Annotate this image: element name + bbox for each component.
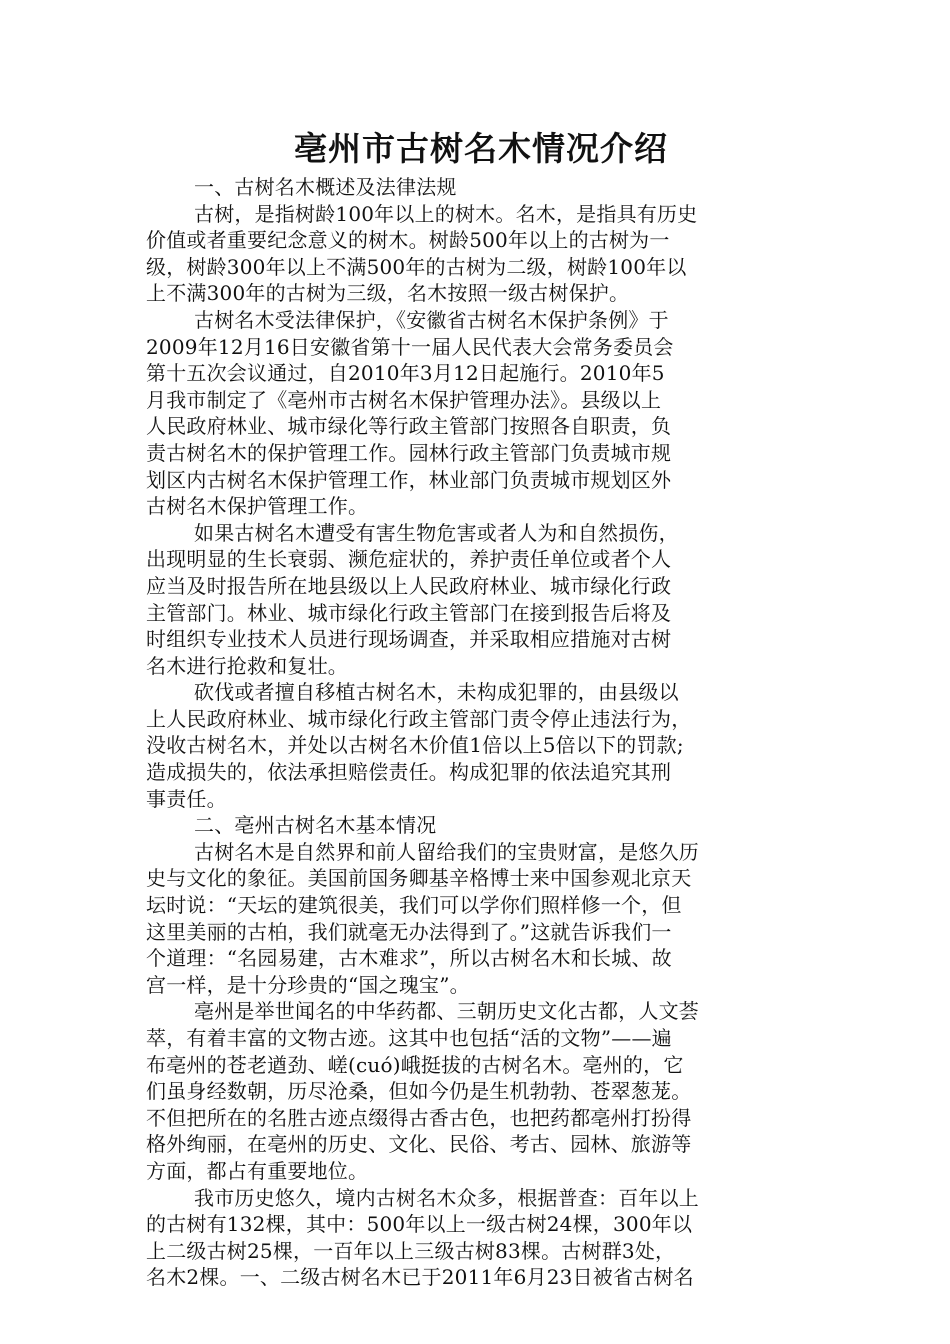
- body-line: 应当及时报告所在地县级以上人民政府林业、城市绿化行政: [146, 573, 672, 598]
- body-line: 布亳州的苍老遒劲、嵯(cuó)峨挺拔的古树名木。亳州的，它: [146, 1052, 684, 1077]
- body-line: 史与文化的象征。美国前国务卿基辛格博士来中国参观北京天: [146, 866, 692, 891]
- body-line: 坛时说：“天坛的建筑很美，我们可以学你们照样修一个，但: [146, 893, 682, 918]
- document-title: 亳州市古树名木情况介绍: [294, 129, 668, 168]
- body-line: 事责任。: [146, 786, 227, 811]
- body-line: 没收古树名木，并处以古树名木价值1倍以上5倍以下的罚款;: [146, 733, 684, 758]
- body-line: 划区内古树名木保护管理工作，林业部门负责城市规划区外: [146, 467, 672, 492]
- body-line: 古树，是指树龄100年以上的树木。名木，是指具有历史: [194, 201, 698, 226]
- body-line: 责古树名木的保护管理工作。园林行政主管部门负责城市规: [146, 440, 672, 465]
- body-line: 不但把所在的名胜古迹点缀得古香古色，也把药都亳州打扮得: [146, 1105, 692, 1130]
- body-line: 二、亳州古树名木基本情况: [194, 813, 437, 838]
- body-line: 古树名木保护管理工作。: [146, 494, 369, 519]
- body-line: 如果古树名木遭受有害生物危害或者人为和自然损伤，: [194, 520, 679, 545]
- body-line: 级，树龄300年以上不满500年的古树为二级，树龄100年以: [146, 254, 687, 279]
- body-line: 古树名木受法律保护，《安徽省古树名木保护条例》于: [194, 307, 669, 332]
- body-line: 亳州是举世闻名的中华药都、三朝历史文化古都，人文荟: [194, 999, 699, 1024]
- body-line: 月我市制定了《亳州市古树名木保护管理办法》。县级以上: [146, 387, 662, 412]
- body-line: 主管部门。林业、城市绿化行政主管部门在接到报告后将及: [146, 600, 672, 625]
- body-line: 价值或者重要纪念意义的树木。树龄500年以上的古树为一: [146, 228, 670, 253]
- body-line: 人民政府林业、城市绿化等行政主管部门按照各自职责，负: [146, 414, 672, 439]
- document-page: [146, 126, 816, 1291]
- body-line: 名木2棵。一、二级古树名木已于2011年6月23日被省古树名: [146, 1265, 694, 1290]
- body-line: 格外绚丽，在亳州的历史、文化、民俗、考古、园林、旅游等: [146, 1132, 692, 1157]
- body-line: 方面，都占有重要地位。: [146, 1158, 369, 1183]
- body-line: 上人民政府林业、城市绿化行政主管部门责令停止违法行为，: [146, 706, 692, 731]
- document-body: [146, 174, 816, 1291]
- body-line: 第十五次会议通过，自2010年3月12日起施行。2010年5: [146, 361, 665, 386]
- body-line: 出现明显的生长衰弱、濒危症状的，养护责任单位或者个人: [146, 547, 672, 572]
- body-line: 上二级古树25棵，一百年以上三级古树83棵。古树群3处，: [146, 1238, 676, 1263]
- body-line: 我市历史悠久，境内古树名木众多，根据普查：百年以上: [194, 1185, 699, 1210]
- body-line: 萃，有着丰富的文物古迹。这其中也包括“活的文物”——遍: [146, 1026, 672, 1050]
- body-line: 这里美丽的古柏，我们就毫无办法得到了。”这就告诉我们一: [146, 919, 672, 944]
- body-line: 的古树有132棵，其中：500年以上一级古树24棵，300年以: [146, 1212, 693, 1237]
- body-line: 名木进行抢救和复壮。: [146, 653, 348, 678]
- body-line: 造成损失的，依法承担赔偿责任。构成犯罪的依法追究其刑: [146, 760, 672, 785]
- body-line: 砍伐或者擅自移植古树名木，未构成犯罪的，由县级以: [194, 680, 679, 705]
- body-line: 时组织专业技术人员进行现场调查，并采取相应措施对古树: [146, 627, 672, 652]
- body-line: 们虽身经数朝，历尽沧桑，但如今仍是生机勃勃、苍翠葱茏。: [146, 1079, 692, 1104]
- body-line: 上不满300年的古树为三级，名木按照一级古树保护。: [146, 281, 630, 306]
- body-line: 个道理：“名园易建，古木难求”，所以古树名木和长城、故: [146, 946, 672, 971]
- body-line: 一、古树名木概述及法律法规: [194, 175, 457, 199]
- body-line: 古树名木是自然界和前人留给我们的宝贵财富，是悠久历: [194, 839, 699, 864]
- body-line: 宫一样，是十分珍贵的“国之瑰宝”。: [146, 972, 470, 997]
- body-line: 2009年12月16日安徽省第十一届人民代表大会常务委员会: [146, 334, 674, 359]
